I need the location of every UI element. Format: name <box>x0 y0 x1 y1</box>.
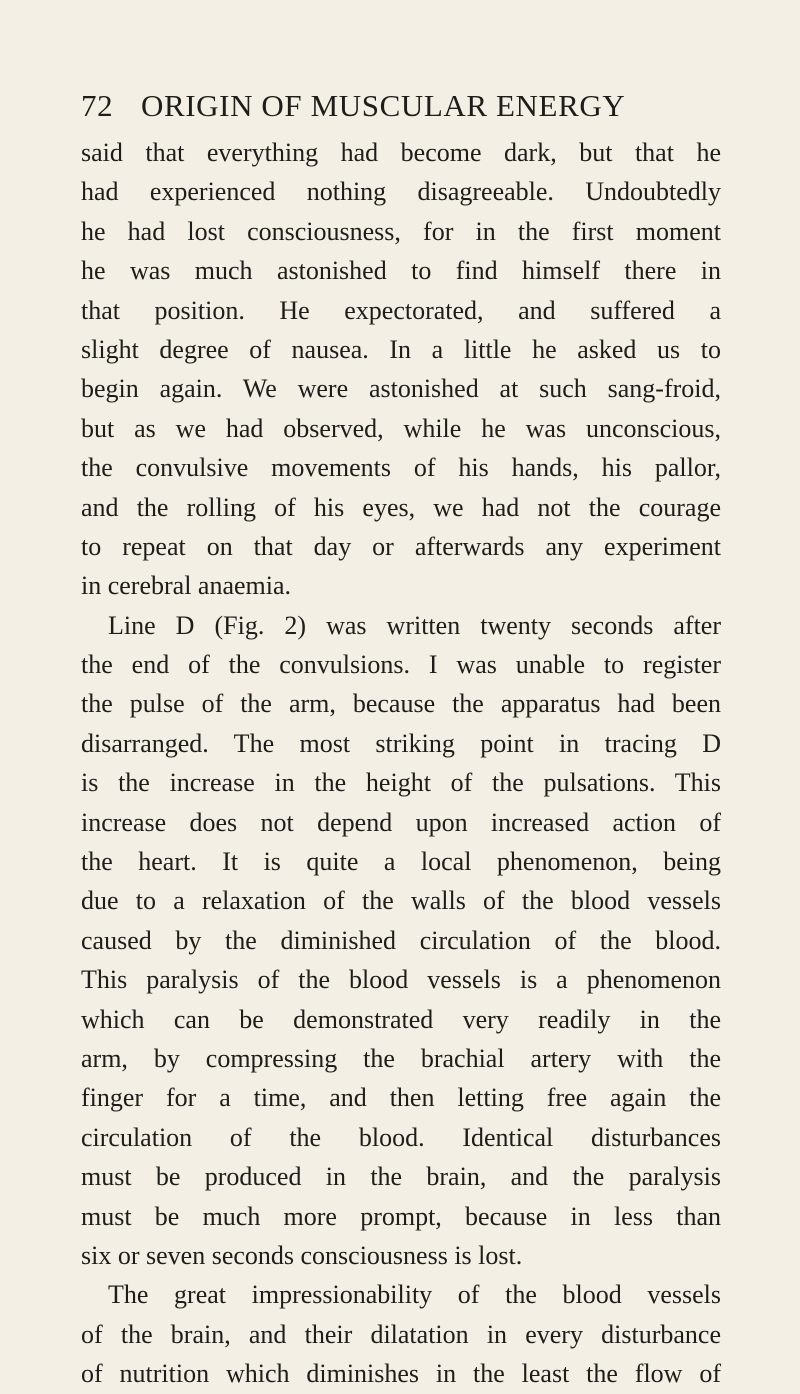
text-line: due to a relaxation of the walls of the blood vessels <box>81 886 721 916</box>
text-line: must be produced in the brain, and the paralysis <box>81 1162 721 1192</box>
page-number: 72 <box>81 88 114 123</box>
paragraph-end-line: six or seven seconds consciousness is lost. <box>81 1240 523 1270</box>
text-line: to repeat on that day or afterwards any experiment <box>81 531 721 561</box>
paragraph-start-line: The great impressionability of the blood vessels <box>108 1280 721 1310</box>
text-line: begin again. We were astonished at such sang-froid, <box>81 374 721 404</box>
text-line: the end of the convulsions. I was unable to register <box>81 650 721 680</box>
text-line: disarranged. The most striking point in tracing D <box>81 728 721 758</box>
text-line: circulation of the blood. Identical disturbances <box>81 1122 721 1152</box>
text-line: must be much more prompt, because in less than <box>81 1201 721 1231</box>
text-line: the pulse of the arm, because the apparatus had been <box>81 689 721 719</box>
text-line: finger for a time, and then letting free again the <box>81 1083 721 1113</box>
text-line: and the rolling of his eyes, we had not the courage <box>81 492 721 522</box>
text-line: the heart. It is quite a local phenomenon, being <box>81 847 721 877</box>
text-line: the convulsive movements of his hands, his pallor, <box>81 453 721 483</box>
text-line: had experienced nothing disagreeable. Undoubtedly <box>81 177 721 207</box>
text-line: is the increase in the height of the pulsations. This <box>81 768 721 798</box>
paragraph-end-line: in cerebral anaemia. <box>81 571 292 601</box>
text-line: arm, by compressing the brachial artery with the <box>81 1043 721 1073</box>
running-head <box>81 84 701 128</box>
paragraph-start-line: Line D (Fig. 2) was written twenty seconds after <box>108 610 721 640</box>
text-line: said that everything had become dark, but that he <box>81 138 721 167</box>
text-line: which can be demonstrated very readily in the <box>81 1004 721 1034</box>
text-line: increase does not depend upon increased action of <box>81 807 721 837</box>
text-line: of nutrition which diminishes in the least the flow of <box>81 1359 721 1389</box>
text-line: This paralysis of the blood vessels is a phenomenon <box>81 965 721 995</box>
text-line: but as we had observed, while he was unconscious, <box>81 413 721 443</box>
running-title: ORIGIN OF MUSCULAR ENERGY <box>141 88 626 123</box>
text-line: caused by the diminished circulation of the blood. <box>81 925 721 955</box>
text-line: he was much astonished to find himself there in <box>81 256 721 286</box>
body-text <box>81 133 721 1394</box>
text-line: of the brain, and their dilatation in every disturbance <box>81 1319 721 1349</box>
text-line: slight degree of nausea. In a little he asked us to <box>81 334 721 364</box>
text-line: that position. He expectorated, and suffered a <box>81 295 721 325</box>
text-line: he had lost consciousness, for in the first moment <box>81 216 721 246</box>
